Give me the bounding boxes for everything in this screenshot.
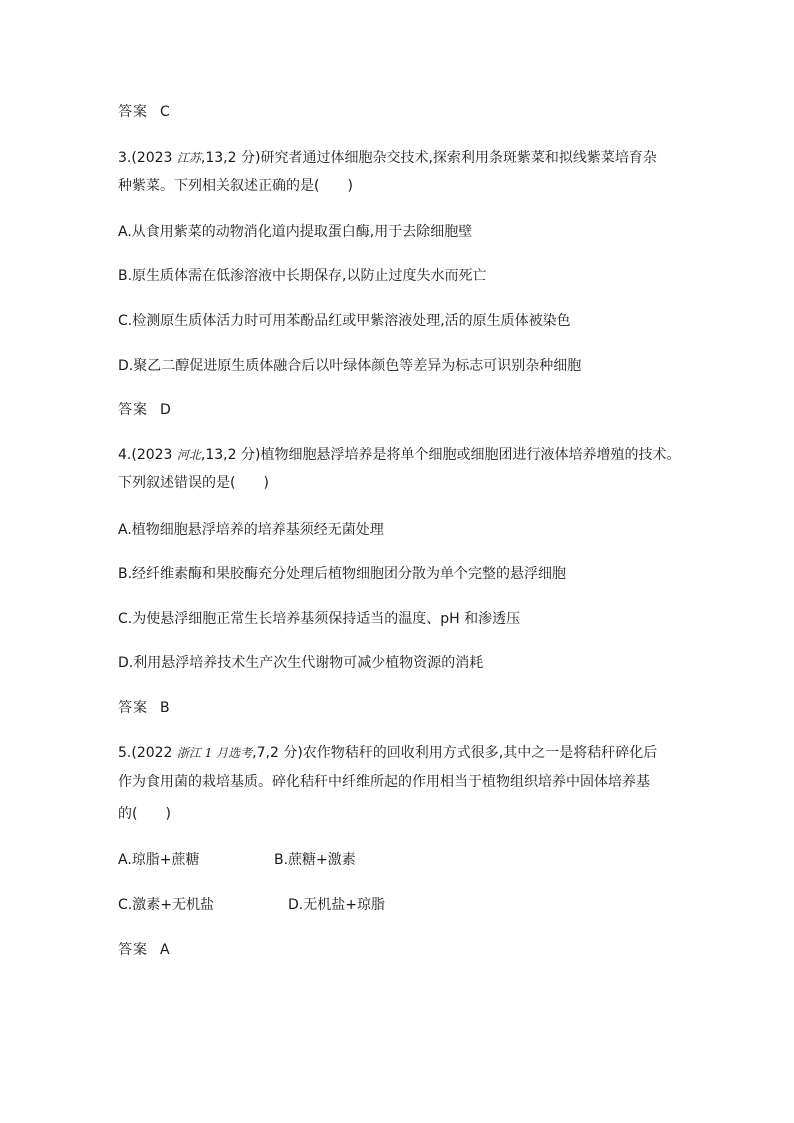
answer-label: 答案 bbox=[118, 942, 148, 958]
q3-option-a: A.从食用紫菜的动物消化道内提取蛋白酶,用于去除细胞壁 bbox=[118, 224, 473, 240]
q3-stem-line2: 种紫菜。下列相关叙述正确的是( ) bbox=[118, 178, 353, 194]
q5-stem-line2: 作为食用菌的栽培基质。碎化秸秆中纤维所起的作用相当于植物组织培养中固体培养基 bbox=[118, 774, 650, 790]
q4-option-b: B.经纤维素酶和果胶酶充分处理后植物细胞团分散为单个完整的悬浮细胞 bbox=[118, 566, 567, 582]
q4-option-a: A.植物细胞悬浮培养的培养基须经无菌处理 bbox=[118, 522, 384, 538]
answer-value: A bbox=[160, 942, 171, 958]
answer-q3 bbox=[118, 400, 172, 420]
q5-options-row1 bbox=[118, 850, 356, 870]
q5-option-b: B.蔗糖+激素 bbox=[274, 852, 356, 868]
answer-label: 答案 bbox=[118, 402, 148, 418]
q4-option-d: D.利用悬浮培养技术生产次生代谢物可减少植物资源的消耗 bbox=[118, 655, 484, 671]
q5-options-row2 bbox=[118, 895, 385, 915]
answer-q4 bbox=[118, 698, 171, 718]
q5-option-c: C.激素+无机盐 bbox=[118, 897, 214, 913]
q5-stem-line3: 的( ) bbox=[118, 806, 171, 822]
answer-label: 答案 bbox=[118, 104, 148, 120]
q5-suffix: ,7,2 分)农作物秸秆的回收利用方式很多,其中之一是将秸秆碎化后 bbox=[252, 745, 658, 761]
q3-source: 江苏 bbox=[176, 151, 201, 165]
q4-source: 河北 bbox=[176, 448, 201, 462]
q3-option-b: B.原生质体需在低渗溶液中长期保存,以防止过度失水而死亡 bbox=[118, 268, 487, 284]
q3-option-d: D.聚乙二醇促进原生质体融合后以叶绿体颜色等差异为标志可识别杂种细胞 bbox=[118, 358, 582, 374]
q3-prefix: 3.(2023 bbox=[118, 150, 177, 166]
q5-prefix: 5.(2022 bbox=[118, 745, 177, 761]
q3-stem-line1 bbox=[118, 148, 657, 168]
answer-value: C bbox=[160, 104, 171, 120]
answer-q2 bbox=[118, 102, 171, 122]
q4-stem-line2: 下列叙述错误的是( ) bbox=[118, 475, 269, 491]
q4-option-c: C.为使悬浮细胞正常生长培养基须保持适当的温度、pH 和渗透压 bbox=[118, 611, 521, 627]
q4-stem-line1 bbox=[118, 445, 680, 465]
q5-stem-line1 bbox=[118, 743, 657, 763]
q5-option-a: A.琼脂+蔗糖 bbox=[118, 852, 200, 868]
q3-suffix: ,13,2 分)研究者通过体细胞杂交技术,探索利用条斑紫菜和拟线紫菜培育杂 bbox=[200, 150, 657, 166]
q4-suffix: ,13,2 分)植物细胞悬浮培养是将单个细胞或细胞团进行液体培养增殖的技术。 bbox=[200, 447, 681, 463]
q5-option-d: D.无机盐+琼脂 bbox=[288, 897, 385, 913]
answer-value: D bbox=[160, 402, 172, 418]
q3-option-c: C.检测原生质体活力时可用苯酚品红或甲紫溶液处理,活的原生质体被染色 bbox=[118, 313, 571, 329]
q5-source: 浙江 1 月选考 bbox=[176, 746, 253, 760]
answer-value: B bbox=[160, 700, 171, 716]
answer-label: 答案 bbox=[118, 700, 148, 716]
answer-q5 bbox=[118, 940, 171, 960]
q4-prefix: 4.(2023 bbox=[118, 447, 177, 463]
